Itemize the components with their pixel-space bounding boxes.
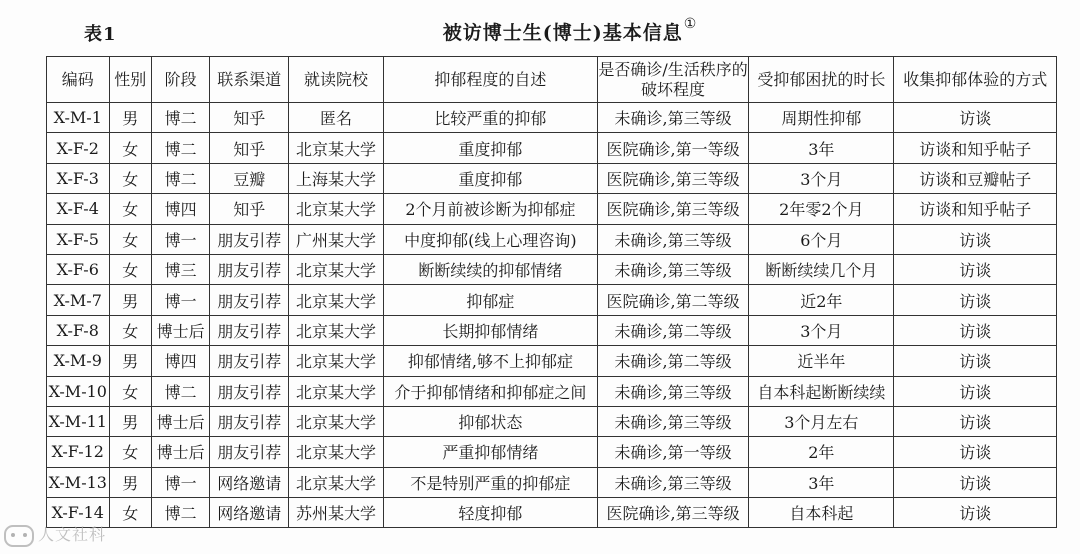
cell-stage: 博一: [151, 467, 210, 497]
cell-school: 上海某大学: [289, 163, 384, 193]
cell-stage: 博士后: [151, 406, 210, 436]
respondent-info-table: [46, 56, 1057, 528]
cell-duration: 3个月: [749, 163, 894, 193]
cell-self-report: 断断续续的抑郁情绪: [383, 254, 597, 284]
cell-code: X-F-14: [47, 498, 110, 528]
cell-gender: 男: [109, 467, 151, 497]
table-row: [47, 346, 1057, 376]
cell-gender: 男: [109, 346, 151, 376]
cell-diagnosis: 医院确诊,第三等级: [597, 498, 748, 528]
cell-stage: 博士后: [151, 315, 210, 345]
header-diagnosis: 是否确诊/生活秩序的破坏程度: [597, 57, 748, 103]
cell-code: X-F-4: [47, 194, 110, 224]
table-row: [47, 224, 1057, 254]
header-school: 就读院校: [289, 57, 384, 103]
cell-gender: 女: [109, 437, 151, 467]
header-code: 编码: [47, 57, 110, 103]
cell-diagnosis: 医院确诊,第三等级: [597, 163, 748, 193]
cell-duration: 自本科起: [749, 498, 894, 528]
cell-duration: 3个月: [749, 315, 894, 345]
cell-gender: 女: [109, 376, 151, 406]
watermark: [4, 522, 106, 547]
cell-school: 北京某大学: [289, 133, 384, 163]
cell-contact-channel: 朋友引荐: [210, 285, 289, 315]
cell-code: X-F-5: [47, 224, 110, 254]
cell-code: X-M-13: [47, 467, 110, 497]
cell-contact-channel: 朋友引荐: [210, 224, 289, 254]
cell-school: 北京某大学: [289, 467, 384, 497]
cell-self-report: 重度抑郁: [383, 133, 597, 163]
cell-contact-channel: 知乎: [210, 133, 289, 163]
cell-duration: 6个月: [749, 224, 894, 254]
cell-gender: 女: [109, 133, 151, 163]
cell-diagnosis: 未确诊,第三等级: [597, 376, 748, 406]
cell-self-report: 长期抑郁情绪: [383, 315, 597, 345]
cell-contact-channel: 朋友引荐: [210, 437, 289, 467]
table-row: [47, 315, 1057, 345]
cell-duration: 断断续续几个月: [749, 254, 894, 284]
cell-code: X-F-3: [47, 163, 110, 193]
cell-self-report: 中度抑郁(线上心理咨询): [383, 224, 597, 254]
cell-self-report: 抑郁症: [383, 285, 597, 315]
cell-school: 北京某大学: [289, 194, 384, 224]
cell-self-report: 介于抑郁情绪和抑郁症之间: [383, 376, 597, 406]
cell-contact-channel: 知乎: [210, 103, 289, 133]
table-row: [47, 194, 1057, 224]
cell-contact-channel: 朋友引荐: [210, 346, 289, 376]
table-row: [47, 498, 1057, 528]
cell-diagnosis: 未确诊,第三等级: [597, 467, 748, 497]
cell-code: X-F-2: [47, 133, 110, 163]
header-row: [47, 57, 1057, 103]
cell-contact-channel: 朋友引荐: [210, 376, 289, 406]
cell-stage: 博三: [151, 254, 210, 284]
cell-diagnosis: 未确诊,第三等级: [597, 254, 748, 284]
cell-duration: 周期性抑郁: [749, 103, 894, 133]
cell-duration: 自本科起断断续续: [749, 376, 894, 406]
footnote-marker: ①: [683, 16, 698, 32]
table-title: [0, 18, 1080, 45]
cell-school: 北京某大学: [289, 346, 384, 376]
cell-diagnosis: 未确诊,第二等级: [597, 315, 748, 345]
cell-contact-channel: 豆瓣: [210, 163, 289, 193]
cell-gender: 男: [109, 103, 151, 133]
cell-stage: 博二: [151, 133, 210, 163]
cell-collection-method: 访谈和知乎帖子: [894, 133, 1057, 163]
cell-contact-channel: 朋友引荐: [210, 254, 289, 284]
cell-duration: 3个月左右: [749, 406, 894, 436]
header-gender: 性别: [109, 57, 151, 103]
cell-gender: 男: [109, 406, 151, 436]
cell-stage: 博二: [151, 163, 210, 193]
cell-collection-method: 访谈: [894, 254, 1057, 284]
cell-duration: 3年: [749, 467, 894, 497]
cell-collection-method: 访谈和豆瓣帖子: [894, 163, 1057, 193]
table-body: [47, 103, 1057, 528]
cell-gender: 女: [109, 254, 151, 284]
cell-collection-method: 访谈: [894, 224, 1057, 254]
cell-diagnosis: 未确诊,第三等级: [597, 224, 748, 254]
table-title-text: 被访博士生(博士)基本信息: [442, 22, 683, 44]
cell-duration: 近半年: [749, 346, 894, 376]
cell-code: X-M-1: [47, 103, 110, 133]
cell-school: 北京某大学: [289, 315, 384, 345]
cell-self-report: 抑郁情绪,够不上抑郁症: [383, 346, 597, 376]
table-header: [47, 57, 1057, 103]
cell-contact-channel: 朋友引荐: [210, 406, 289, 436]
cell-collection-method: 访谈和知乎帖子: [894, 194, 1057, 224]
header-contact-channel: 联系渠道: [210, 57, 289, 103]
cell-code: X-M-9: [47, 346, 110, 376]
table-label: 表1: [84, 24, 117, 45]
cell-diagnosis: 未确诊,第一等级: [597, 437, 748, 467]
cell-collection-method: 访谈: [894, 406, 1057, 436]
cell-self-report: 2个月前被诊断为抑郁症: [383, 194, 597, 224]
cell-stage: 博士后: [151, 437, 210, 467]
cell-stage: 博一: [151, 285, 210, 315]
cell-school: 苏州某大学: [289, 498, 384, 528]
cell-gender: 女: [109, 498, 151, 528]
cell-diagnosis: 医院确诊,第一等级: [597, 133, 748, 163]
cell-duration: 2年零2个月: [749, 194, 894, 224]
table-row: [47, 437, 1057, 467]
cell-collection-method: 访谈: [894, 467, 1057, 497]
watermark-logo-icon: [4, 525, 34, 547]
cell-diagnosis: 医院确诊,第三等级: [597, 194, 748, 224]
cell-collection-method: 访谈: [894, 498, 1057, 528]
cell-contact-channel: 网络邀请: [210, 498, 289, 528]
cell-self-report: 重度抑郁: [383, 163, 597, 193]
cell-stage: 博一: [151, 224, 210, 254]
watermark-text: 人文社科: [38, 525, 107, 544]
cell-self-report: 不是特别严重的抑郁症: [383, 467, 597, 497]
cell-code: X-F-6: [47, 254, 110, 284]
cell-code: X-F-12: [47, 437, 110, 467]
cell-school: 北京某大学: [289, 254, 384, 284]
cell-school: 北京某大学: [289, 285, 384, 315]
cell-self-report: 严重抑郁情绪: [383, 437, 597, 467]
header-self-report: 抑郁程度的自述: [383, 57, 597, 103]
cell-stage: 博二: [151, 498, 210, 528]
cell-school: 北京某大学: [289, 406, 384, 436]
table-row: [47, 163, 1057, 193]
cell-self-report: 比较严重的抑郁: [383, 103, 597, 133]
cell-collection-method: 访谈: [894, 346, 1057, 376]
cell-contact-channel: 朋友引荐: [210, 315, 289, 345]
cell-collection-method: 访谈: [894, 315, 1057, 345]
cell-collection-method: 访谈: [894, 285, 1057, 315]
cell-contact-channel: 网络邀请: [210, 467, 289, 497]
cell-gender: 女: [109, 224, 151, 254]
header-duration: 受抑郁困扰的时长: [749, 57, 894, 103]
cell-contact-channel: 知乎: [210, 194, 289, 224]
cell-stage: 博四: [151, 194, 210, 224]
cell-duration: 3年: [749, 133, 894, 163]
cell-school: 北京某大学: [289, 437, 384, 467]
cell-gender: 男: [109, 285, 151, 315]
header-stage: 阶段: [151, 57, 210, 103]
cell-gender: 女: [109, 315, 151, 345]
table-row: [47, 406, 1057, 436]
table-row: [47, 376, 1057, 406]
table-row: [47, 254, 1057, 284]
cell-code: X-M-7: [47, 285, 110, 315]
cell-code: X-F-8: [47, 315, 110, 345]
cell-diagnosis: 未确诊,第三等级: [597, 103, 748, 133]
cell-stage: 博四: [151, 346, 210, 376]
cell-collection-method: 访谈: [894, 437, 1057, 467]
cell-collection-method: 访谈: [894, 103, 1057, 133]
cell-stage: 博二: [151, 103, 210, 133]
cell-school: 广州某大学: [289, 224, 384, 254]
header-collection-method: 收集抑郁体验的方式: [894, 57, 1057, 103]
cell-school: 匿名: [289, 103, 384, 133]
cell-gender: 女: [109, 194, 151, 224]
cell-diagnosis: 未确诊,第二等级: [597, 346, 748, 376]
table-row: [47, 285, 1057, 315]
cell-gender: 女: [109, 163, 151, 193]
cell-self-report: 抑郁状态: [383, 406, 597, 436]
table-row: [47, 133, 1057, 163]
cell-code: X-M-11: [47, 406, 110, 436]
cell-diagnosis: 医院确诊,第二等级: [597, 285, 748, 315]
cell-self-report: 轻度抑郁: [383, 498, 597, 528]
cell-collection-method: 访谈: [894, 376, 1057, 406]
cell-diagnosis: 未确诊,第三等级: [597, 406, 748, 436]
cell-stage: 博二: [151, 376, 210, 406]
cell-code: X-M-10: [47, 376, 110, 406]
table-row: [47, 467, 1057, 497]
cell-duration: 近2年: [749, 285, 894, 315]
cell-duration: 2年: [749, 437, 894, 467]
cell-school: 北京某大学: [289, 376, 384, 406]
table-row: [47, 103, 1057, 133]
